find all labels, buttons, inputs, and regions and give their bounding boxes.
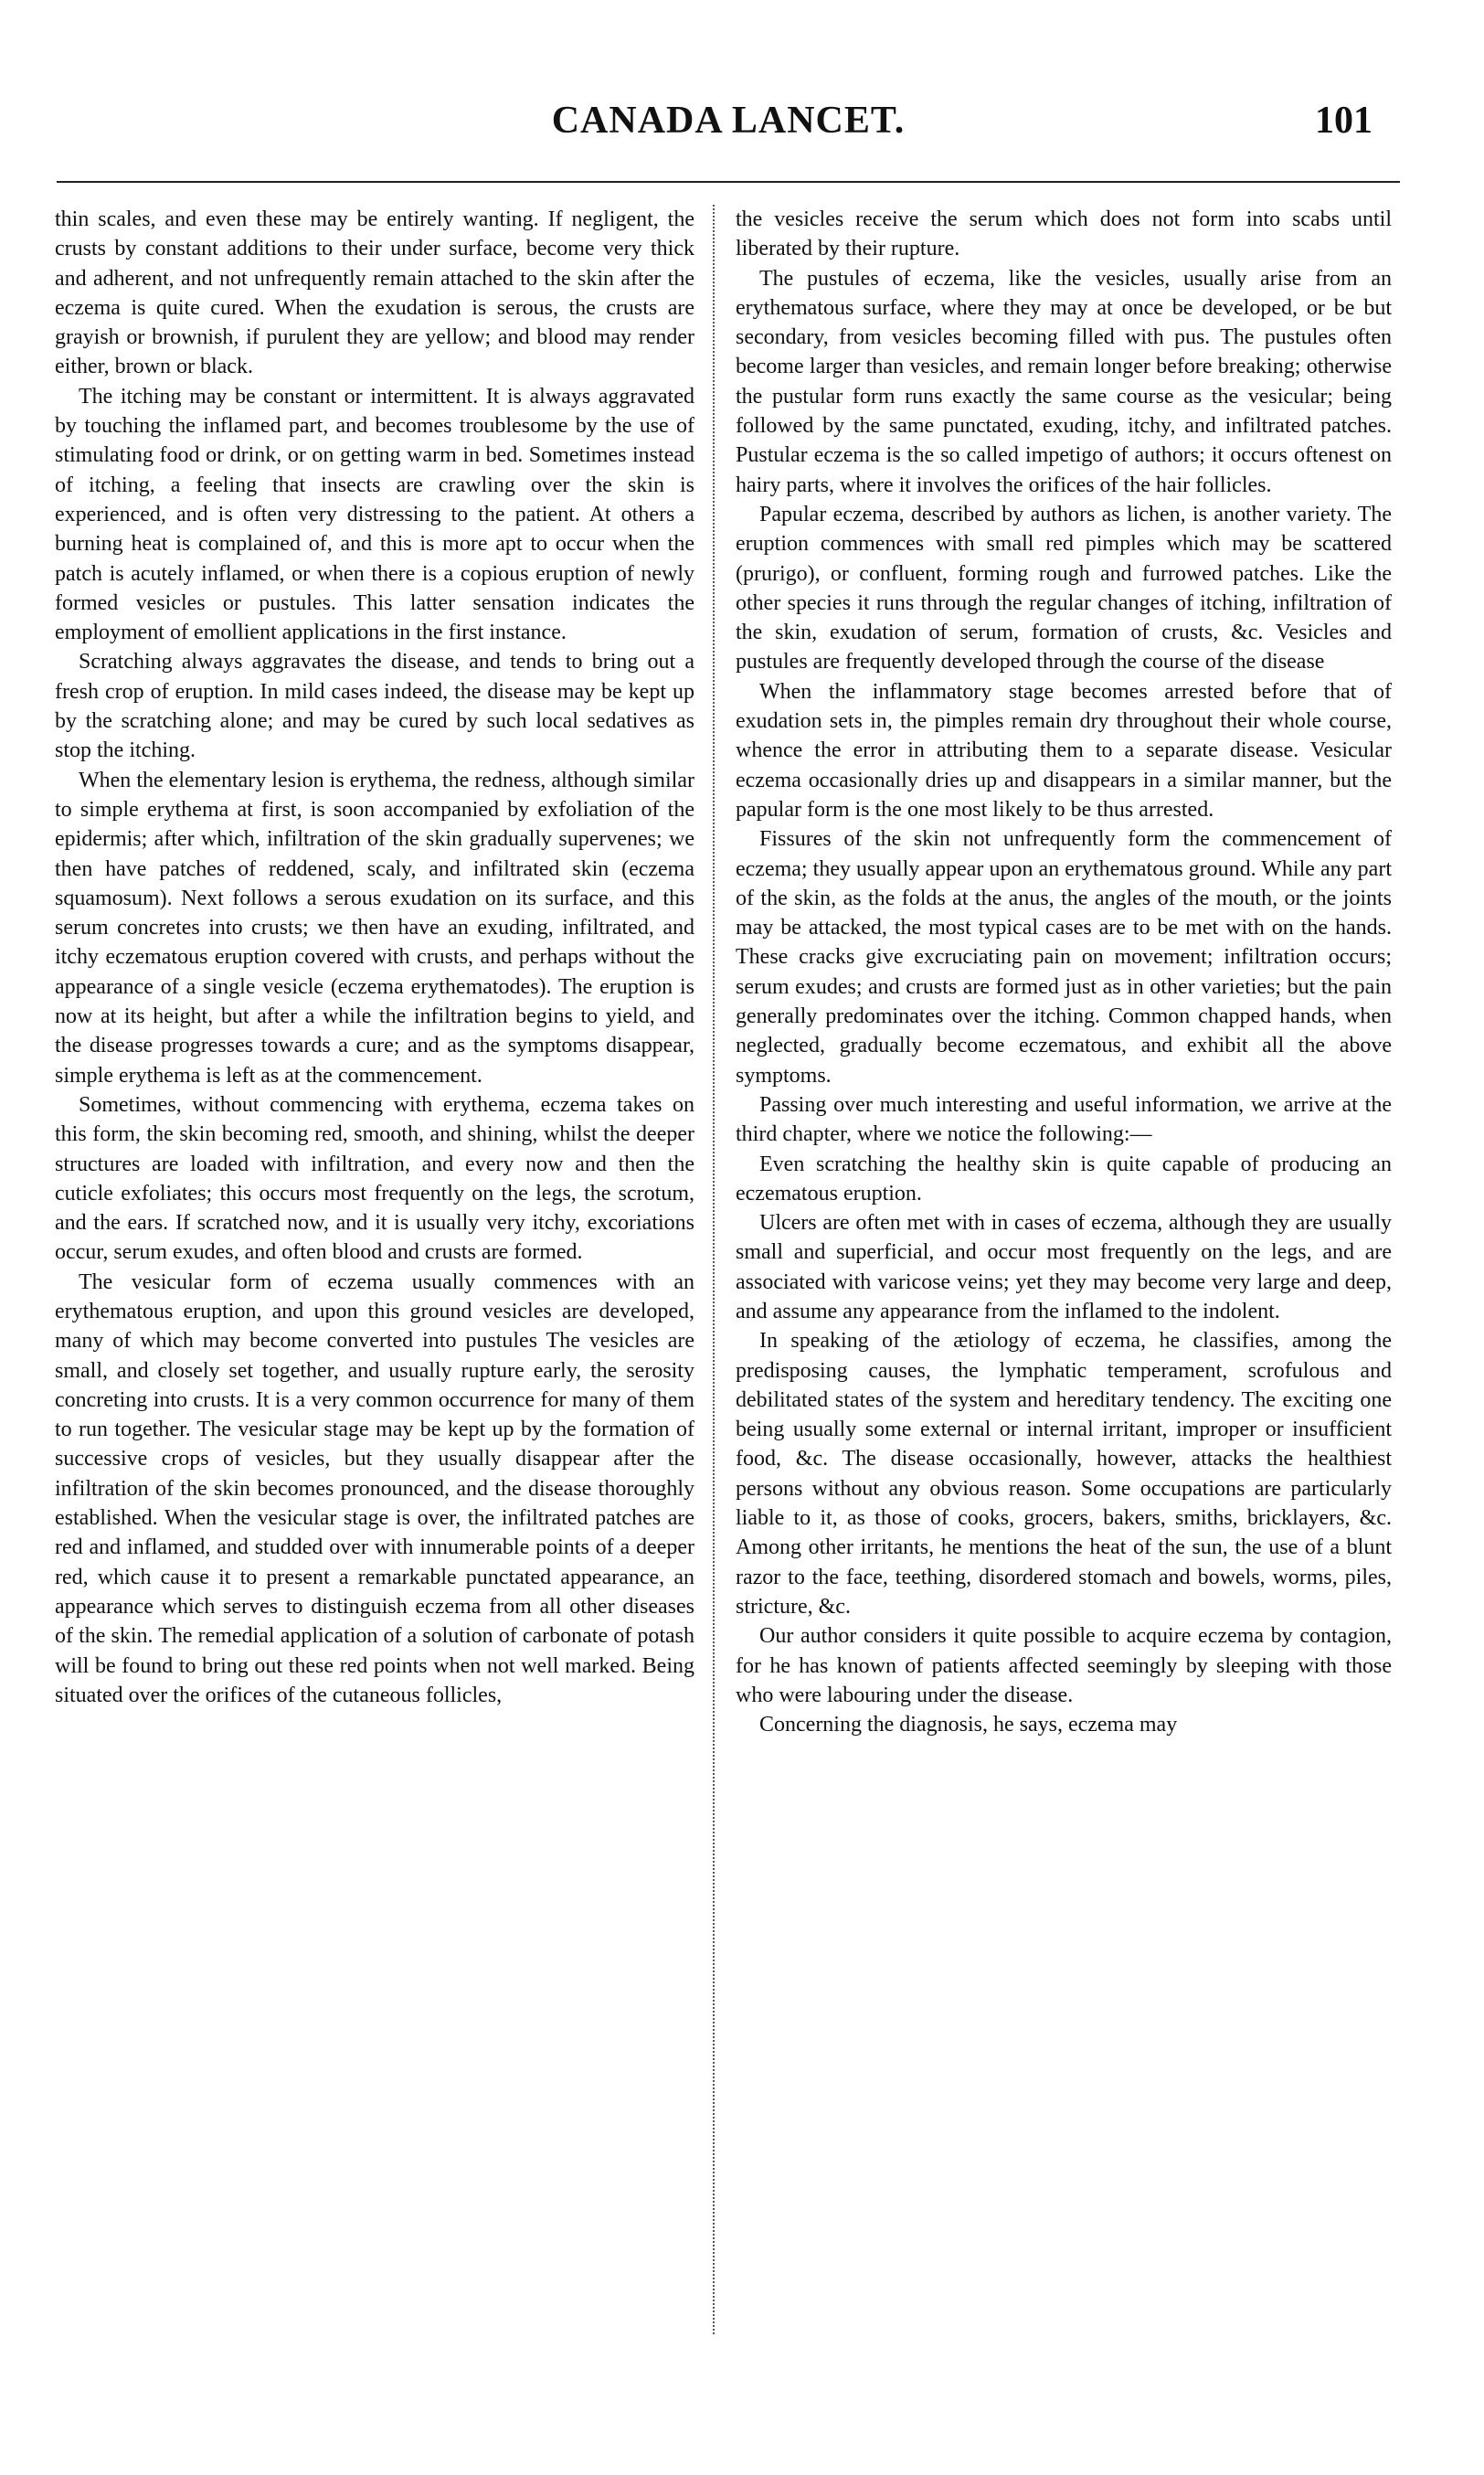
paragraph: Concerning the diagnosis, he says, eczema may [759,1713,1178,1737]
paragraph: The itching may be constant or intermittent. It is always aggravated by touching the inflamed part, and becomes troublesome by the use of stimulating food or drink, or on getting warm in bed. Sometimes instead of itching, a feeling that insects are crawling over the skin is experienced, and is often very distressing to the patient. At others a burning heat is complained of, and this is more apt to occur when the patch is acutely inflamed, or when there is a copious eruption of newly formed vesicles or pustules. This latter sensation indicates the employment of emollient applications in the first instance. [55,384,694,645]
left-column [55,205,694,1710]
paragraph: When the elementary lesion is erythema, the redness, although similar to simple erythema at first, is soon accompanied by exfoliation of the epidermis; after which, infiltration of the skin gradually supervenes; we then have patches of reddened, scaly, and infiltrated skin (eczema squamosum). Next follows a serous exudation on its surface, and this serum concretes into crusts; we then have an exuding, infiltrated, and itchy eczematous eruption covered with crusts, and perhaps without the appearance of a single vesicle (eczema erythematodes). The eruption is now at its height, but after a while the infiltration begins to yield, and the disease progresses towards a cure; and as the symptoms disappear, simple erythema is left as at the commencement. [55,768,694,1088]
paragraph: Fissures of the skin not unfrequently form the commencement of eczema; they usually appear upon an erythematous ground. While any part of the skin, as the folds at the anus, the angles of the mouth, or the joints may be attacked, the most typical cases are to be met with on the hands. These cracks give excruciating pain on movement; infiltration occurs; serum exudes; and crusts are formed just as in other varieties; but the pain generally predominates over the itching. Common chapped hands, when neglected, gradually become eczematous, and exhibit all the above symptoms. [736,827,1392,1088]
paragraph: thin scales, and even these may be entirely wanting. If negligent, the crusts by constant additions to their under surface, become very thick and adherent, and not unfrequently remain attached to the skin after the eczema is quite cured. When the exudation is serous, the crusts are grayish or brownish, if purulent they are yellow; and blood may render either, brown or black. [55,207,694,379]
page-number: 101 [1315,100,1373,142]
paragraph: When the inflammatory stage becomes arrested before that of exudation sets in, the pimples remain dry throughout their whole course, whence the error in attributing them to a separate disease. Vesicular eczema occasionally dries up and disappears in a similar manner, but the papular form is the one most likely to be thus arrested. [736,679,1392,822]
paragraph: In speaking of the ætiology of eczema, he classifies, among the predisposing causes, the lymphatic temperament, scrofulous and debilitated states of the system and hereditary tendency. The exciting one being usually some external or internal irritant, improper or insufficient food, &c. The disease occasionally, however, attacks the healthiest persons without any obvious reason. Some occupations are particularly liable to it, as those of cooks, grocers, bakers, smiths, bricklayers, &c. Among other irritants, he mentions the heat of the sun, the use of a blunt razor to the face, teething, disordered stomach and bowels, worms, piles, stricture, &c. [736,1329,1392,1619]
paragraph: Even scratching the healthy skin is quite capable of producing an eczematous eruption. [736,1152,1392,1206]
paragraph: The vesicular form of eczema usually commences with an erythematous eruption, and upon this ground vesicles are developed, many of which may become converted into pustules The vesicles are small, and closely set together, and usually rupture early, the serosity concreting into crusts. It is a very common occurrence for many of them to run together. The vesicular stage may be kept up by the formation of successive crops of vesicles, but they usually disappear after the infiltration of the skin becomes pronounced, and the disease thoroughly established. When the vesicular stage is over, the infiltrated patches are red and inflamed, and studded over with innumerable points of a deeper red, which cause it to present a remarkable punctated appearance, an appearance which serves to distinguish eczema from all other diseases of the skin. The remedial application of a solution of carbonate of potash will be found to bring out these red points when not well marked. Being situated over the orifices of the cutaneous follicles, [55,1269,694,1707]
paragraph: Ulcers are often met with in cases of eczema, although they are usually small and superficial, and occur most frequently on the legs, and are associated with varicose veins; yet they may become very large and deep, and assume any appearance from the inflamed to the indolent. [736,1211,1392,1323]
paragraph: Our author considers it quite possible to acquire eczema by contagion, for he has known of patients affected seemingly by sleeping with those who were labouring under the disease. [736,1624,1392,1707]
paragraph: Papular eczema, described by authors as lichen, is another variety. The eruption commences with small red pimples which may be scattered (prurigo), or confluent, forming rough and furrowed patches. Like the other species it runs through the regular changes of itching, infiltration of the skin, exudation of serum, formation of crusts, &c. Vesicles and pustules are frequently developed through the course of the disease [736,502,1392,675]
paragraph: Sometimes, without commencing with erythema, eczema takes on this form, the skin becoming red, smooth, and shining, whilst the deeper structures are loaded with infiltration, and every now and then the cuticle exfoliates; this occurs most frequently on the legs, the scrotum, and the ears. If scratched now, and it is usually very itchy, excoriations occur, serum exudes, and often blood and crusts are formed. [55,1092,694,1265]
header-rule [57,181,1400,183]
paragraph: Scratching always aggravates the disease, and tends to bring out a fresh crop of eruption. In mild cases indeed, the disease may be kept up by the scratching alone; and may be cured by such local sedatives as stop the itching. [55,650,694,763]
right-column [736,205,1392,1739]
paragraph: The pustules of eczema, like the vesicles, usually arise from an erythematous surface, where they may at once be developed, or be but secondary, from vesicles becoming filled with pus. The pustules often become larger than vesicles, and remain longer before breaking; otherwise the pustular form runs exactly the same course as the vesicular; being followed by the same punctated, exuding, itchy, and infiltrated patches. Pustular eczema is the so called impetigo of authors; it occurs oftenest on hairy parts, where it involves the orifices of the hair follicles. [736,266,1392,497]
journal-title: CANADA LANCET. [551,100,906,142]
running-header [57,99,1400,154]
paragraph: the vesicles receive the serum which does not form into scabs until liberated by their rupture. [736,207,1392,261]
column-divider [713,205,715,2334]
paragraph: Passing over much interesting and useful information, we arrive at the third chapter, where we notice the following:— [736,1092,1392,1147]
